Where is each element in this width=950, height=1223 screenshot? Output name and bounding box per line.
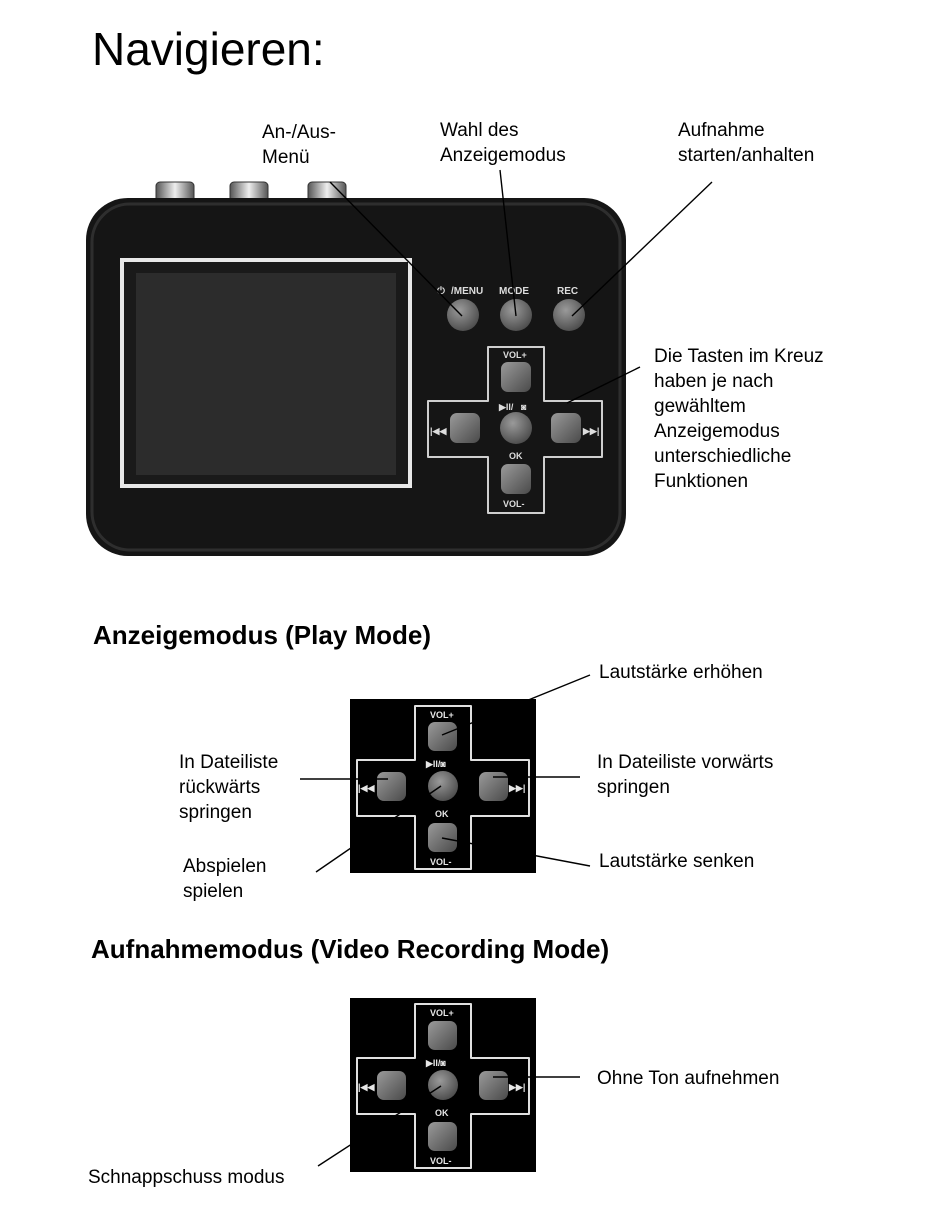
page-title: Navigieren:	[92, 23, 325, 75]
power-menu-button	[447, 299, 479, 331]
vol-up-label: Lautstärke erhöhen	[599, 662, 763, 683]
vol-plus-button	[501, 362, 531, 392]
svg-text:VOL+: VOL+	[430, 710, 454, 720]
svg-text:◙: ◙	[521, 402, 527, 412]
mode-callout: Wahl des Anzeigemodus	[440, 120, 566, 166]
next-button	[551, 413, 581, 443]
svg-text:⏻: ⏻	[437, 286, 445, 297]
prev-label: |◀◀	[430, 426, 447, 436]
ok-label: OK	[509, 451, 523, 461]
rec-callout: Aufnahme starten/anhalten	[678, 120, 815, 166]
mode-label: MODE	[499, 286, 529, 297]
svg-text:VOL-: VOL-	[430, 1156, 452, 1166]
svg-text:OK: OK	[435, 1108, 449, 1118]
play-mode-heading: Anzeigemodus (Play Mode)	[93, 620, 432, 650]
power-menu-label: /MENU	[451, 286, 484, 297]
mute-record-label: Ohne Ton aufnehmen	[597, 1068, 780, 1089]
record-mode-heading: Aufnahmemodus (Video Recording Mode)	[91, 934, 610, 964]
svg-text:▶II/◙: ▶II/◙	[426, 759, 446, 769]
svg-text:VOL-: VOL-	[430, 857, 452, 867]
svg-text:▶II/◙: ▶II/◙	[426, 1058, 446, 1068]
vol-plus-label: VOL+	[503, 350, 527, 360]
snapshot-label: Schnappschuss modus	[88, 1167, 285, 1188]
svg-text:▶▶|: ▶▶|	[509, 783, 526, 793]
svg-text:▶▶|: ▶▶|	[509, 1082, 526, 1092]
vol-down-label: Lautstärke senken	[599, 851, 755, 872]
prev-file-label: In Dateiliste rückwärts springen	[179, 752, 279, 823]
next-file-label: In Dateiliste vorwärts springen	[597, 752, 774, 798]
rec-label: REC	[557, 286, 579, 297]
svg-text:|◀◀: |◀◀	[358, 1082, 375, 1092]
vol-minus-button	[501, 464, 531, 494]
rec-button	[553, 299, 585, 331]
play-pause-label: ▶II/	[499, 402, 514, 412]
power-menu-callout: An-/Aus- Menü	[262, 122, 336, 168]
svg-text:|◀◀: |◀◀	[358, 783, 375, 793]
cross-callout: Die Tasten im Kreuz haben je nach gewähltem Anzeigemodus unterschiedliche Funktionen	[654, 346, 824, 492]
play-label: Abspielen spielen	[183, 856, 267, 902]
ok-button	[500, 412, 532, 444]
next-label: ▶▶|	[583, 426, 600, 436]
svg-text:OK: OK	[435, 809, 449, 819]
prev-button	[450, 413, 480, 443]
svg-text:VOL+: VOL+	[430, 1008, 454, 1018]
vol-minus-label: VOL-	[503, 499, 525, 509]
